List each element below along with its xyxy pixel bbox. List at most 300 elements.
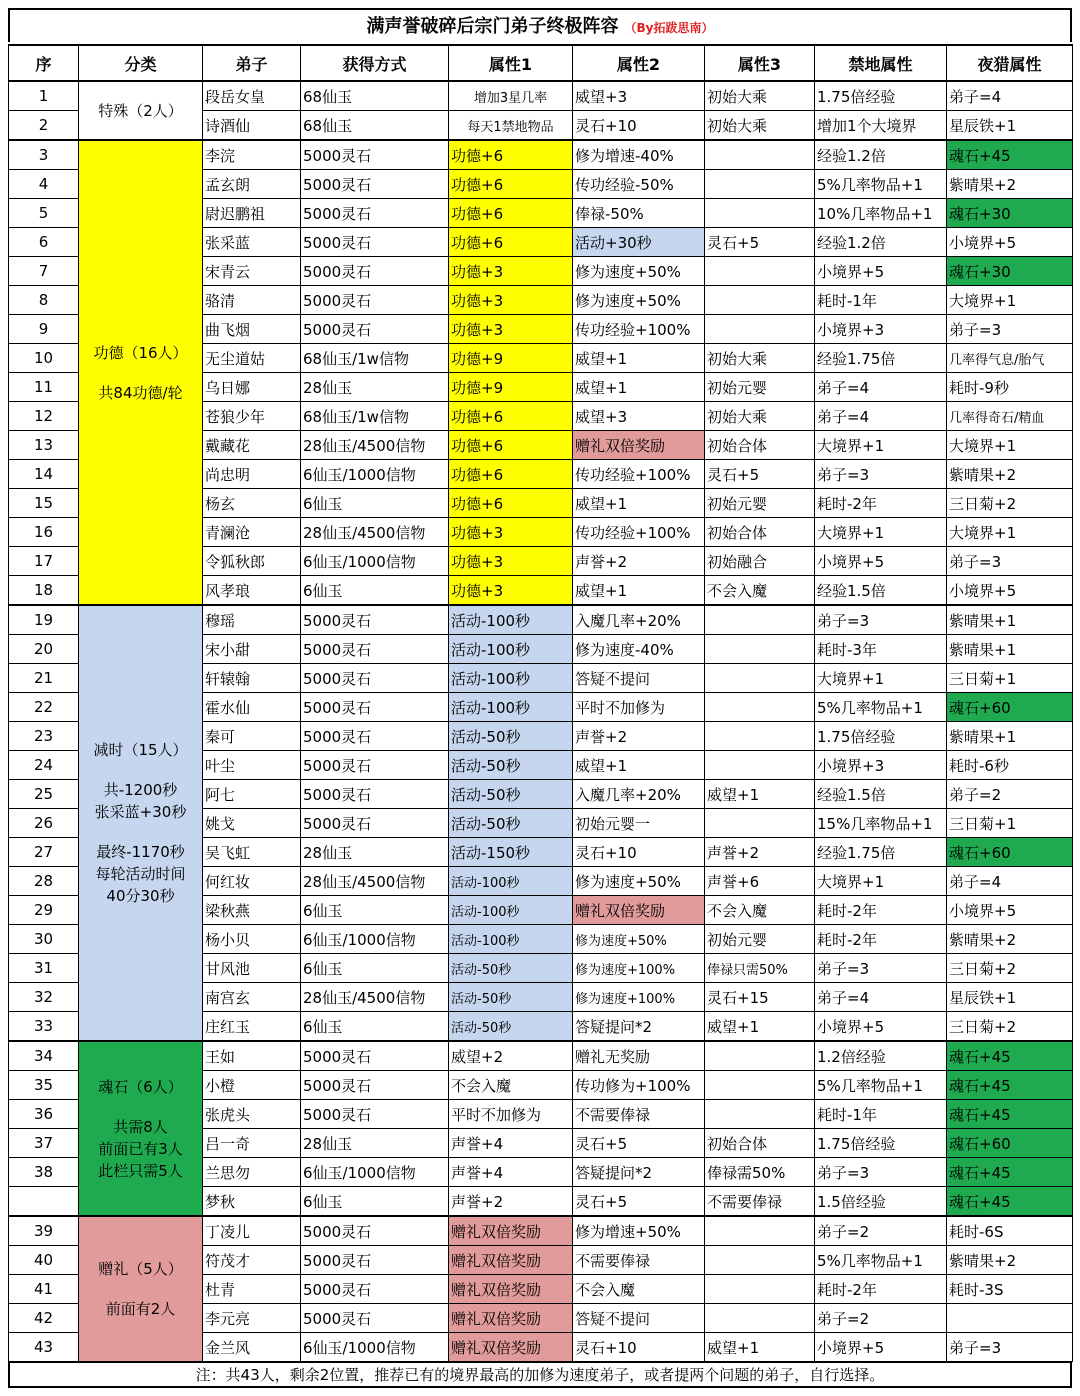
- forbid-cell: 弟子=2: [815, 1216, 947, 1246]
- hunt-cell: 小境界+5: [947, 576, 1073, 606]
- seq-cell: 28: [9, 867, 79, 896]
- name-cell: 吴飞虹: [203, 838, 301, 867]
- name-cell: 符茂才: [203, 1246, 301, 1275]
- header-night-hunt: 夜猎属性: [947, 45, 1073, 81]
- a2-cell: 修为速度-40%: [573, 635, 705, 664]
- forbid-cell: 5%几率物品+1: [815, 1071, 947, 1100]
- category-spacer: [81, 761, 200, 779]
- seq-cell: 12: [9, 402, 79, 431]
- hunt-cell: 魂石+30: [947, 257, 1073, 286]
- hunt-cell: 紫晴果+2: [947, 170, 1073, 199]
- seq-cell: 8: [9, 286, 79, 315]
- get-cell: 68仙玉: [301, 111, 449, 141]
- seq-cell: 31: [9, 954, 79, 983]
- get-cell: 28仙玉/4500信物: [301, 983, 449, 1012]
- hunt-cell: 耗时-3S: [947, 1275, 1073, 1304]
- name-cell: 杨小贝: [203, 925, 301, 954]
- forbid-cell: 经验1.2倍: [815, 228, 947, 257]
- seq-cell: 6: [9, 228, 79, 257]
- get-cell: 28仙玉: [301, 1129, 449, 1158]
- seq-cell: 24: [9, 751, 79, 780]
- a2-cell: 威望+1: [573, 489, 705, 518]
- a1-cell: 平时不加修为: [449, 1100, 573, 1129]
- forbid-cell: 小境界+5: [815, 257, 947, 286]
- a1-cell: 功德+6: [449, 199, 573, 228]
- a2-cell: 声誉+2: [573, 722, 705, 751]
- name-cell: 孟玄朗: [203, 170, 301, 199]
- a2-cell: 答疑不提问: [573, 1304, 705, 1333]
- a3-cell: 初始元婴: [705, 373, 815, 402]
- header-forbidden: 禁地属性: [815, 45, 947, 81]
- a1-cell: 功德+3: [449, 518, 573, 547]
- seq-cell: 1: [9, 81, 79, 111]
- name-cell: 庄红玉: [203, 1012, 301, 1042]
- hunt-cell: 弟子=3: [947, 547, 1073, 576]
- name-cell: 杨玄: [203, 489, 301, 518]
- forbid-cell: 小境界+5: [815, 1333, 947, 1362]
- a2-cell: 传功修为+100%: [573, 1071, 705, 1100]
- name-cell: 兰思勿: [203, 1158, 301, 1187]
- a2-cell: 赠礼双倍奖励: [573, 896, 705, 925]
- hunt-cell: 魂石+45: [947, 140, 1073, 170]
- hunt-cell: 魂石+45: [947, 1071, 1073, 1100]
- hunt-cell: 三日菊+2: [947, 489, 1073, 518]
- sheet-title: [8, 8, 1072, 42]
- seq-cell: 21: [9, 664, 79, 693]
- forbid-cell: 耗时-2年: [815, 925, 947, 954]
- a3-cell: 声誉+2: [705, 838, 815, 867]
- header-category: 分类: [79, 45, 203, 81]
- category-line: 40分30秒: [106, 887, 175, 905]
- name-cell: 甘风池: [203, 954, 301, 983]
- forbid-cell: 增加1个大境界: [815, 111, 947, 141]
- a3-cell: [705, 605, 815, 635]
- a1-cell: 功德+3: [449, 576, 573, 606]
- seq-cell: 10: [9, 344, 79, 373]
- a1-cell: 活动-50秒: [449, 751, 573, 780]
- forbid-cell: 弟子=3: [815, 460, 947, 489]
- hunt-cell: 弟子=3: [947, 315, 1073, 344]
- category-line: 功德（16人）: [93, 343, 188, 362]
- a3-cell: 灵石+15: [705, 983, 815, 1012]
- a1-cell: 活动-100秒: [449, 867, 573, 896]
- a3-cell: [705, 1275, 815, 1304]
- a1-cell: 活动-150秒: [449, 838, 573, 867]
- a3-cell: 初始大乘: [705, 344, 815, 373]
- category-line: 此栏只需5人: [98, 1161, 183, 1180]
- a1-cell: 活动-100秒: [449, 635, 573, 664]
- seq-cell: 38: [9, 1158, 79, 1187]
- a1-cell: 声誉+4: [449, 1158, 573, 1187]
- a1-cell: 功德+3: [449, 547, 573, 576]
- a1-cell: 不会入魔: [449, 1071, 573, 1100]
- a1-cell: 功德+6: [449, 402, 573, 431]
- a2-cell: 修为速度+50%: [573, 257, 705, 286]
- a3-cell: [705, 315, 815, 344]
- forbid-cell: 10%几率物品+1: [815, 199, 947, 228]
- get-cell: 6仙玉: [301, 576, 449, 606]
- category-time: [79, 605, 203, 1041]
- hunt-cell: 弟子=4: [947, 867, 1073, 896]
- a3-cell: 威望+1: [705, 1012, 815, 1042]
- get-cell: 28仙玉: [301, 838, 449, 867]
- a2-cell: 入魔几率+20%: [573, 780, 705, 809]
- forbid-cell: 1.2倍经验: [815, 1041, 947, 1071]
- a2-cell: 俸禄-50%: [573, 199, 705, 228]
- forbid-cell: 经验1.75倍: [815, 344, 947, 373]
- name-cell: 王如: [203, 1041, 301, 1071]
- get-cell: 6仙玉: [301, 489, 449, 518]
- forbid-cell: 小境界+5: [815, 1012, 947, 1042]
- seq-cell: 43: [9, 1333, 79, 1362]
- a1-cell: 赠礼双倍奖励: [449, 1304, 573, 1333]
- category-line: 特殊（2人）: [98, 101, 183, 120]
- a3-cell: 初始元婴: [705, 489, 815, 518]
- a1-cell: 威望+2: [449, 1041, 573, 1071]
- category-line: 前面已有3人: [98, 1139, 183, 1158]
- forbid-cell: 耗时-2年: [815, 1275, 947, 1304]
- category-line: 共-1200秒: [103, 781, 178, 799]
- name-cell: 尚忠明: [203, 460, 301, 489]
- forbid-cell: 弟子=4: [815, 402, 947, 431]
- a3-cell: 俸禄只需50%: [705, 954, 815, 983]
- a3-cell: [705, 664, 815, 693]
- forbid-cell: 小境界+3: [815, 315, 947, 344]
- a3-cell: 初始大乘: [705, 402, 815, 431]
- a2-cell: 灵石+10: [573, 111, 705, 141]
- a1-cell: 功德+6: [449, 460, 573, 489]
- forbid-cell: 5%几率物品+1: [815, 170, 947, 199]
- a2-cell: 活动+30秒: [573, 228, 705, 257]
- hunt-cell: 星辰铁+1: [947, 111, 1073, 141]
- get-cell: 5000灵石: [301, 199, 449, 228]
- a2-cell: 修为速度+50%: [573, 286, 705, 315]
- a3-cell: [705, 693, 815, 722]
- forbid-cell: 耗时-2年: [815, 489, 947, 518]
- a1-cell: 增加3星几率: [449, 81, 573, 111]
- title-text: 满声誉破碎后宗门弟子终极阵容: [366, 16, 619, 37]
- a3-cell: [705, 257, 815, 286]
- seq-cell: 29: [9, 896, 79, 925]
- get-cell: 6仙玉: [301, 1187, 449, 1217]
- get-cell: 5000灵石: [301, 315, 449, 344]
- category-line: 魂石（6人）: [98, 1077, 183, 1096]
- get-cell: 6仙玉/1000信物: [301, 1158, 449, 1187]
- a2-cell: 灵石+10: [573, 1333, 705, 1362]
- seq-cell: 11: [9, 373, 79, 402]
- a1-cell: 活动-100秒: [449, 605, 573, 635]
- name-cell: 穆瑶: [203, 605, 301, 635]
- name-cell: 阿七: [203, 780, 301, 809]
- a2-cell: 传功经验+100%: [573, 315, 705, 344]
- a3-cell: 灵石+5: [705, 460, 815, 489]
- a3-cell: 不会入魔: [705, 896, 815, 925]
- seq-cell: 41: [9, 1275, 79, 1304]
- hunt-cell: 魂石+45: [947, 1187, 1073, 1217]
- a2-cell: 修为速度+100%: [573, 983, 705, 1012]
- hunt-cell: 魂石+60: [947, 693, 1073, 722]
- hunt-cell: 几率得奇石/精血: [947, 402, 1073, 431]
- a1-cell: 赠礼双倍奖励: [449, 1216, 573, 1246]
- seq-cell: 18: [9, 576, 79, 606]
- disciple-table: [8, 44, 1073, 1362]
- table-body: [9, 45, 1073, 1362]
- hunt-cell: 魂石+30: [947, 199, 1073, 228]
- seq-cell: 14: [9, 460, 79, 489]
- a2-cell: 传功经验-50%: [573, 170, 705, 199]
- forbid-cell: 弟子=4: [815, 983, 947, 1012]
- a1-cell: 活动-50秒: [449, 780, 573, 809]
- a3-cell: 俸禄需50%: [705, 1158, 815, 1187]
- a2-cell: 传功经验+100%: [573, 460, 705, 489]
- forbid-cell: 小境界+3: [815, 751, 947, 780]
- name-cell: 张采蓝: [203, 228, 301, 257]
- seq-cell: 32: [9, 983, 79, 1012]
- name-cell: 丁凌儿: [203, 1216, 301, 1246]
- table-row: [9, 1216, 1073, 1246]
- get-cell: 68仙玉/1w信物: [301, 344, 449, 373]
- a1-cell: 功德+6: [449, 228, 573, 257]
- get-cell: 5000灵石: [301, 257, 449, 286]
- a2-cell: 威望+3: [573, 81, 705, 111]
- a1-cell: 赠礼双倍奖励: [449, 1275, 573, 1304]
- header-attr3: 属性3: [705, 45, 815, 81]
- forbid-cell: 大境界+1: [815, 518, 947, 547]
- a3-cell: 声誉+6: [705, 867, 815, 896]
- a3-cell: 初始合体: [705, 518, 815, 547]
- name-cell: 张虎头: [203, 1100, 301, 1129]
- seq-cell: 7: [9, 257, 79, 286]
- get-cell: 5000灵石: [301, 635, 449, 664]
- seq-cell: 3: [9, 140, 79, 170]
- forbid-cell: 耗时-3年: [815, 635, 947, 664]
- a3-cell: 初始元婴: [705, 925, 815, 954]
- byline: （By拓跋思南）: [624, 21, 714, 35]
- category-line: 减时（15人）: [93, 741, 188, 759]
- a1-cell: 赠礼双倍奖励: [449, 1246, 573, 1275]
- hunt-cell: 弟子=2: [947, 780, 1073, 809]
- a2-cell: 答疑提问*2: [573, 1012, 705, 1042]
- a3-cell: [705, 170, 815, 199]
- name-cell: 曲飞烟: [203, 315, 301, 344]
- hunt-cell: 紫晴果+1: [947, 722, 1073, 751]
- seq-cell: 34: [9, 1041, 79, 1071]
- hunt-cell: 紫晴果+2: [947, 460, 1073, 489]
- get-cell: 5000灵石: [301, 809, 449, 838]
- hunt-cell: 魂石+60: [947, 838, 1073, 867]
- a1-cell: 功德+6: [449, 489, 573, 518]
- a2-cell: 入魔几率+20%: [573, 605, 705, 635]
- seq-cell: 30: [9, 925, 79, 954]
- a1-cell: 活动-100秒: [449, 896, 573, 925]
- name-cell: 叶尘: [203, 751, 301, 780]
- name-cell: 霍水仙: [203, 693, 301, 722]
- category-gift: [79, 1216, 203, 1362]
- seq-cell: 27: [9, 838, 79, 867]
- a3-cell: 不需要俸禄: [705, 1187, 815, 1217]
- get-cell: 5000灵石: [301, 1041, 449, 1071]
- category-line: 前面有2人: [105, 1300, 176, 1318]
- a3-cell: [705, 1071, 815, 1100]
- get-cell: 5000灵石: [301, 286, 449, 315]
- footer-note: 注：共43人，剩余2位置，推荐已有的境界最高的加修为速度弟子，或者提两个问题的弟子，自行选择。: [8, 1362, 1072, 1388]
- hunt-cell: 三日菊+1: [947, 664, 1073, 693]
- seq-cell: 5: [9, 199, 79, 228]
- seq-cell: 25: [9, 780, 79, 809]
- a1-cell: 每天1禁地物品: [449, 111, 573, 141]
- forbid-cell: 耗时-2年: [815, 896, 947, 925]
- a2-cell: 修为增速+50%: [573, 1216, 705, 1246]
- hunt-cell: 三日菊+2: [947, 954, 1073, 983]
- get-cell: 6仙玉: [301, 1012, 449, 1042]
- a2-cell: 灵石+10: [573, 838, 705, 867]
- a2-cell: 修为增速-40%: [573, 140, 705, 170]
- get-cell: 5000灵石: [301, 140, 449, 170]
- get-cell: 5000灵石: [301, 693, 449, 722]
- get-cell: 5000灵石: [301, 1304, 449, 1333]
- forbid-cell: 大境界+1: [815, 664, 947, 693]
- forbid-cell: 经验1.5倍: [815, 780, 947, 809]
- name-cell: 李元亮: [203, 1304, 301, 1333]
- a3-cell: [705, 751, 815, 780]
- get-cell: 6仙玉: [301, 954, 449, 983]
- category-spacer: [81, 1098, 200, 1116]
- a2-cell: 灵石+5: [573, 1187, 705, 1217]
- a2-cell: 答疑不提问: [573, 664, 705, 693]
- a3-cell: [705, 1246, 815, 1275]
- name-cell: 乌日娜: [203, 373, 301, 402]
- a2-cell: 威望+1: [573, 751, 705, 780]
- name-cell: 梦秋: [203, 1187, 301, 1217]
- get-cell: 5000灵石: [301, 722, 449, 751]
- a3-cell: [705, 1216, 815, 1246]
- a2-cell: 传功经验+100%: [573, 518, 705, 547]
- seq-cell: [9, 1187, 79, 1217]
- forbid-cell: 小境界+5: [815, 547, 947, 576]
- get-cell: 6仙玉/1000信物: [301, 547, 449, 576]
- get-cell: 5000灵石: [301, 1100, 449, 1129]
- seq-cell: 2: [9, 111, 79, 141]
- a3-cell: 初始合体: [705, 431, 815, 460]
- a2-cell: 修为速度+50%: [573, 925, 705, 954]
- seq-cell: 36: [9, 1100, 79, 1129]
- a2-cell: 威望+1: [573, 576, 705, 606]
- hunt-cell: 几率得气息/胎气: [947, 344, 1073, 373]
- hunt-cell: 耗时-6秒: [947, 751, 1073, 780]
- category-soul: [79, 1041, 203, 1216]
- a1-cell: 功德+9: [449, 344, 573, 373]
- category-line: 每轮活动时间: [95, 865, 186, 883]
- name-cell: 李浣: [203, 140, 301, 170]
- seq-cell: 26: [9, 809, 79, 838]
- name-cell: 轩辕翰: [203, 664, 301, 693]
- get-cell: 5000灵石: [301, 1071, 449, 1100]
- get-cell: 68仙玉: [301, 81, 449, 111]
- get-cell: 6仙玉: [301, 896, 449, 925]
- get-cell: 28仙玉/4500信物: [301, 518, 449, 547]
- seq-cell: 9: [9, 315, 79, 344]
- seq-cell: 39: [9, 1216, 79, 1246]
- seq-cell: 40: [9, 1246, 79, 1275]
- a2-cell: 威望+1: [573, 344, 705, 373]
- a1-cell: 活动-50秒: [449, 983, 573, 1012]
- hunt-cell: 小境界+5: [947, 896, 1073, 925]
- forbid-cell: 弟子=2: [815, 1304, 947, 1333]
- a3-cell: 威望+1: [705, 1333, 815, 1362]
- hunt-cell: 弟子=3: [947, 1333, 1073, 1362]
- header-attr1: 属性1: [449, 45, 573, 81]
- name-cell: 梁秋燕: [203, 896, 301, 925]
- a3-cell: 威望+1: [705, 780, 815, 809]
- forbid-cell: 5%几率物品+1: [815, 693, 947, 722]
- a3-cell: 初始大乘: [705, 111, 815, 141]
- name-cell: 段岳女皇: [203, 81, 301, 111]
- get-cell: 6仙玉/1000信物: [301, 925, 449, 954]
- a2-cell: 不需要俸禄: [573, 1100, 705, 1129]
- a2-cell: 答疑提问*2: [573, 1158, 705, 1187]
- header-disciple: 弟子: [203, 45, 301, 81]
- name-cell: 青澜沧: [203, 518, 301, 547]
- a2-cell: 不会入魔: [573, 1275, 705, 1304]
- table-row: [9, 81, 1073, 111]
- a1-cell: 活动-50秒: [449, 809, 573, 838]
- get-cell: 6仙玉/1000信物: [301, 460, 449, 489]
- seq-cell: 37: [9, 1129, 79, 1158]
- a2-cell: 不需要俸禄: [573, 1246, 705, 1275]
- seq-cell: 42: [9, 1304, 79, 1333]
- category-spacer: [81, 364, 200, 382]
- a1-cell: 活动-100秒: [449, 693, 573, 722]
- a1-cell: 功德+6: [449, 140, 573, 170]
- hunt-cell: 紫晴果+1: [947, 605, 1073, 635]
- hunt-cell: 大境界+1: [947, 431, 1073, 460]
- a3-cell: 初始大乘: [705, 81, 815, 111]
- seq-cell: 4: [9, 170, 79, 199]
- get-cell: 5000灵石: [301, 780, 449, 809]
- name-cell: 吕一奇: [203, 1129, 301, 1158]
- name-cell: 宋青云: [203, 257, 301, 286]
- a1-cell: 功德+3: [449, 257, 573, 286]
- a2-cell: 修为速度+50%: [573, 867, 705, 896]
- hunt-cell: 耗时-9秒: [947, 373, 1073, 402]
- get-cell: 28仙玉: [301, 373, 449, 402]
- forbid-cell: 经验1.75倍: [815, 838, 947, 867]
- forbid-cell: 1.75倍经验: [815, 1129, 947, 1158]
- seq-cell: 15: [9, 489, 79, 518]
- get-cell: 5000灵石: [301, 1246, 449, 1275]
- hunt-cell: 大境界+1: [947, 286, 1073, 315]
- category-line: 赠礼（5人）: [98, 1260, 183, 1278]
- a1-cell: 功德+9: [449, 373, 573, 402]
- hunt-cell: [947, 1304, 1073, 1333]
- a2-cell: 威望+3: [573, 402, 705, 431]
- a2-cell: 赠礼无奖励: [573, 1041, 705, 1071]
- a3-cell: 灵石+5: [705, 228, 815, 257]
- name-cell: 戴藏花: [203, 431, 301, 460]
- header-obtain: 获得方式: [301, 45, 449, 81]
- seq-cell: 13: [9, 431, 79, 460]
- name-cell: 金兰风: [203, 1333, 301, 1362]
- table-row: [9, 1041, 1073, 1071]
- name-cell: 南宫玄: [203, 983, 301, 1012]
- category-line: 最终-1170秒: [96, 843, 185, 861]
- name-cell: 何红妆: [203, 867, 301, 896]
- name-cell: 杜青: [203, 1275, 301, 1304]
- hunt-cell: 紫晴果+2: [947, 925, 1073, 954]
- name-cell: 苍狼少年: [203, 402, 301, 431]
- get-cell: 68仙玉/1w信物: [301, 402, 449, 431]
- a3-cell: 不会入魔: [705, 576, 815, 606]
